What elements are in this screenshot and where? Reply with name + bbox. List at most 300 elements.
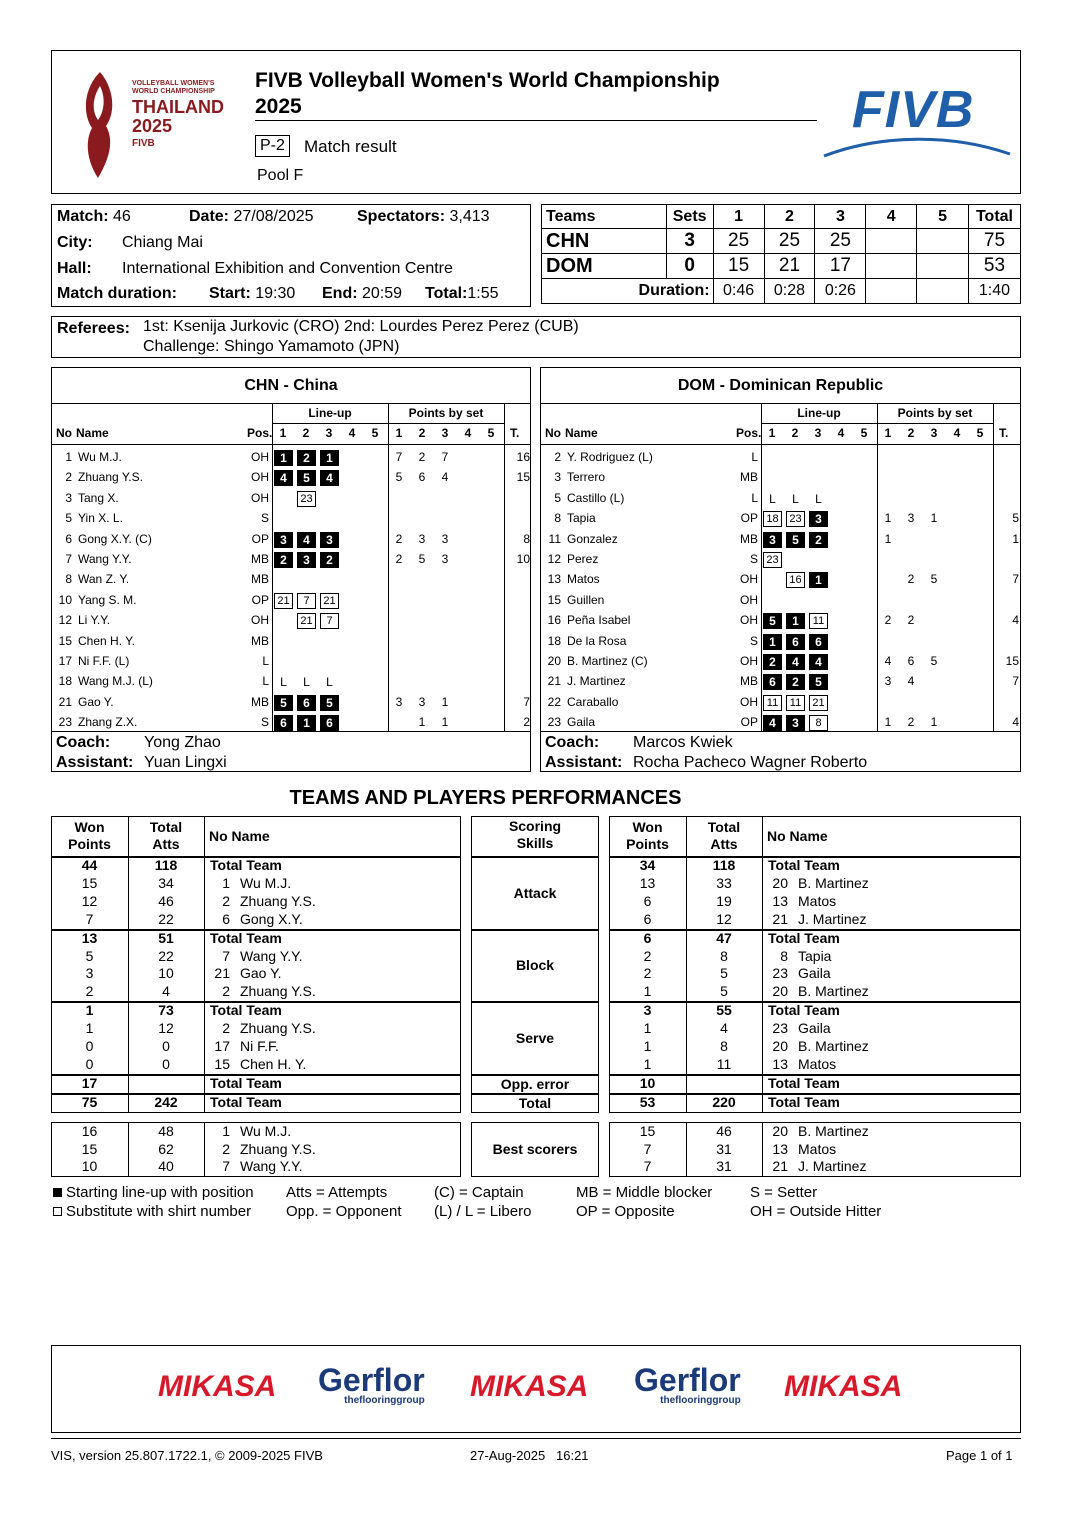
set-points: 3 — [418, 531, 426, 546]
points-set-header: 2 — [418, 426, 426, 440]
won-points: 1 — [643, 1020, 652, 1037]
total-atts: 40 — [158, 1158, 174, 1175]
substitute-number: 8 — [809, 715, 828, 731]
no-header: No — [545, 426, 561, 440]
player-row — [541, 632, 1020, 652]
no-name-header: No Name — [767, 828, 828, 844]
won-points: 2 — [643, 947, 652, 964]
starting-position: 1 — [763, 634, 782, 650]
skills-header: Scoring — [508, 818, 562, 834]
duration-set — [866, 279, 917, 304]
set-points: 4 — [907, 674, 915, 689]
won-points: 16 — [81, 1122, 98, 1139]
total-atts: 73 — [158, 1002, 174, 1019]
player-row — [52, 550, 530, 570]
logo-text-top: VOLLEYBALL WOMEN'S WORLD CHAMPIONSHIP — [132, 80, 215, 95]
legend-opp: Opp. = Opponent — [286, 1203, 402, 1220]
perf-col-divider — [204, 816, 205, 857]
sponsor-gerflor-2: Gerflor theflooringgroup — [634, 1362, 741, 1406]
player-position: L — [751, 450, 758, 464]
duration-set: 0:26 — [815, 279, 866, 304]
set-points: 4 — [884, 654, 892, 668]
set-points: 3 — [441, 531, 449, 546]
set-points: 6 — [418, 470, 426, 485]
player-number: 21 — [772, 1158, 788, 1175]
player-name: Total Team — [768, 929, 840, 946]
won-header: Won — [632, 819, 663, 835]
player-total: 8 — [523, 531, 530, 546]
player-number: 23 — [547, 715, 561, 730]
player-name: De la Rosa — [567, 633, 627, 648]
total-time: Total:1:55 — [425, 285, 499, 302]
player-name: Total Team — [210, 1074, 282, 1091]
player-name: Gaila — [798, 965, 831, 982]
substitute-number: 16 — [786, 572, 805, 588]
total-header: T. — [510, 426, 520, 440]
player-number: 15 — [547, 592, 561, 607]
logo-year: 2025 — [132, 116, 173, 136]
won-points: 6 — [643, 910, 652, 927]
player-number: 15 — [214, 1055, 230, 1072]
player-name: Wang Y.Y. — [240, 947, 303, 964]
starting-position: 6 — [320, 715, 339, 731]
end-time: End: 20:59 — [322, 285, 403, 302]
player-name: B. Martinez — [798, 1038, 869, 1054]
score-set: 25 — [815, 229, 866, 254]
player-total: 7 — [1012, 674, 1019, 689]
total-atts: 55 — [716, 1002, 732, 1019]
score-total: 53 — [968, 254, 1020, 279]
player-name: Terrero — [567, 470, 606, 485]
player-position: S — [260, 715, 269, 730]
set-points: 1 — [418, 715, 426, 730]
duration-set — [917, 279, 969, 304]
footer-printed: 27-Aug-2025 16:21 — [470, 1448, 589, 1463]
best-scorers-label: Best scorers — [492, 1140, 578, 1157]
starting-position: 1 — [320, 450, 339, 466]
lineup-set-header: 2 — [302, 426, 310, 440]
player-number: 1 — [65, 450, 72, 464]
title-rule — [255, 120, 817, 121]
no-name-header: No Name — [209, 828, 270, 844]
set-points: 3 — [418, 694, 426, 709]
player-total: 16 — [516, 450, 530, 464]
player-number: 3 — [554, 470, 561, 485]
col-divider — [504, 404, 505, 445]
player-number: 18 — [547, 633, 561, 648]
player-number: 8 — [65, 572, 72, 587]
skill-label: Serve — [515, 1030, 555, 1046]
legend-libero: (L) / L = Libero — [434, 1203, 532, 1220]
won-points: 1 — [85, 1020, 94, 1037]
player-name: Gong X.Y. (C) — [78, 531, 152, 546]
starting-position: 3 — [786, 715, 805, 731]
won-points: 15 — [639, 1122, 656, 1139]
player-position: L — [262, 654, 269, 668]
starting-position: 5 — [809, 674, 828, 690]
starting-position: 2 — [274, 552, 293, 568]
logo-thailand: THAILAND — [132, 97, 224, 117]
starting-position: 6 — [809, 634, 828, 650]
won-points: 3 — [85, 965, 94, 982]
total-atts: 5 — [720, 983, 728, 1000]
points-set-header: 3 — [930, 426, 938, 440]
starting-position: 3 — [763, 532, 782, 548]
sponsor-gerflor-1: Gerflor theflooringgroup — [318, 1362, 425, 1406]
player-number: 17 — [214, 1038, 230, 1054]
perf-col-divider — [204, 857, 205, 930]
player-number: 23 — [58, 715, 72, 730]
won-points: 53 — [639, 1093, 656, 1110]
won-points: 17 — [81, 1074, 98, 1091]
won-points: 15 — [81, 874, 98, 891]
hall-label: Hall: — [57, 260, 92, 277]
player-name: B. Martinez — [798, 1122, 869, 1139]
player-row — [52, 530, 530, 550]
player-row — [52, 509, 530, 529]
score-header-set2: 2 — [764, 205, 815, 229]
match-date: Date: 27/08/2025 — [189, 208, 314, 225]
player-name: Tapia — [567, 511, 596, 526]
player-number: 21 — [772, 910, 788, 927]
player-number: 15 — [58, 633, 72, 648]
player-number: 16 — [547, 613, 561, 628]
assistant-name: Rocha Pacheco Wagner Roberto — [633, 754, 868, 771]
score-set: 25 — [764, 229, 815, 254]
skill-label: Total — [518, 1094, 552, 1111]
player-number: 20 — [772, 1038, 788, 1054]
player-name: Wang M.J. (L) — [78, 674, 153, 689]
player-number: 20 — [772, 1122, 788, 1139]
sponsor-mikasa-2: MIKASA — [470, 1370, 589, 1403]
total-atts: 51 — [158, 929, 174, 946]
starting-position: 6 — [297, 695, 316, 711]
player-number: 12 — [547, 552, 561, 566]
total-atts: 31 — [716, 1140, 732, 1157]
libero-mark: L — [769, 491, 776, 506]
won-points: 1 — [643, 1038, 652, 1054]
player-number: 1 — [222, 1122, 230, 1139]
coach-label: Coach: — [56, 734, 111, 751]
player-name: Matos — [798, 892, 837, 909]
pool-label: Pool F — [257, 167, 304, 184]
skill-label: Attack — [513, 884, 557, 901]
player-name: Yin X. L. — [78, 511, 123, 526]
starting-position: 3 — [274, 532, 293, 548]
player-number: 5 — [65, 511, 72, 526]
player-number: 17 — [58, 654, 72, 668]
player-name: Ni F.F. (L) — [78, 654, 130, 668]
player-number: 20 — [772, 874, 788, 891]
won-points: 7 — [85, 910, 94, 927]
player-name: Zhuang Y.S. — [78, 470, 143, 485]
won-points: 13 — [81, 929, 98, 946]
total-atts: 19 — [716, 892, 732, 909]
set-points: 5 — [395, 470, 403, 485]
won-points: 44 — [81, 857, 98, 873]
won-points: 15 — [81, 1140, 98, 1157]
player-name: Wan Z. Y. — [78, 572, 130, 587]
score-header-set1: 1 — [713, 205, 764, 229]
referees-line2: Challenge: Shingo Yamamoto (JPN) — [143, 338, 400, 355]
score-table — [541, 204, 1021, 304]
perf-title: TEAMS AND PLAYERS PERFORMANCES — [289, 787, 682, 809]
player-row — [541, 652, 1020, 672]
footer-version: VIS, version 25.807.1722.1, © 2009-2025 FIVB — [51, 1448, 323, 1463]
lineup-set-header: 4 — [837, 426, 845, 440]
starting-position: 2 — [786, 674, 805, 690]
player-number: 5 — [554, 490, 561, 505]
total-atts: 34 — [158, 874, 174, 891]
player-name: Zhuang Y.S. — [240, 1140, 316, 1157]
score-header-teams: Teams — [542, 205, 667, 229]
substitute-number: 23 — [297, 491, 316, 507]
total-atts: 4 — [720, 1020, 728, 1037]
set-points: 1 — [930, 511, 938, 526]
won-points: 13 — [639, 874, 656, 891]
set-points: 1 — [930, 715, 938, 730]
perf-col-divider — [762, 857, 763, 930]
starting-position: 5 — [763, 613, 782, 629]
atts-header: Atts — [152, 836, 180, 852]
player-total: 10 — [516, 552, 530, 566]
player-number: 8 — [554, 511, 561, 526]
won-header: Won — [74, 819, 105, 835]
chn-staff — [52, 731, 530, 771]
score-sets: 0 — [666, 254, 713, 279]
total-atts: 22 — [158, 947, 174, 964]
won-points: 34 — [639, 857, 656, 873]
lineup-set-header: 5 — [371, 426, 379, 440]
player-name: J. Martinez — [567, 674, 626, 689]
score-row-chn — [542, 229, 1021, 254]
points-set-header: 1 — [395, 426, 403, 440]
lineup-set-header: 5 — [860, 426, 868, 440]
player-number: 7 — [222, 947, 230, 964]
total-atts: 31 — [716, 1158, 732, 1175]
player-total: 15 — [1005, 654, 1019, 668]
perf-col-divider — [762, 816, 763, 857]
won-points: 6 — [643, 929, 652, 946]
total-atts: 220 — [712, 1093, 736, 1110]
player-number: 21 — [58, 694, 72, 709]
starting-position: 5 — [320, 695, 339, 711]
player-position: MB — [251, 572, 269, 587]
player-number: 13 — [772, 1140, 788, 1157]
lineup-header: Line-up — [308, 406, 352, 420]
player-position: OP — [740, 715, 758, 730]
player-number: 11 — [548, 531, 561, 546]
lineup-set-header: 1 — [768, 426, 776, 440]
total-atts: 8 — [720, 1038, 728, 1054]
player-name: Zhang Z.X. — [78, 715, 138, 730]
score-set: 25 — [713, 229, 764, 254]
player-position: OH — [251, 613, 269, 628]
player-position: L — [262, 674, 269, 689]
score-set — [866, 254, 917, 279]
lineup-header: Line-up — [797, 406, 841, 420]
libero-mark: L — [815, 491, 822, 506]
won-points: 75 — [81, 1093, 98, 1110]
player-total: 4 — [1012, 613, 1019, 628]
points-header: Points by set — [408, 406, 484, 420]
score-sets: 3 — [666, 229, 713, 254]
won-points: 2 — [643, 965, 652, 982]
player-number: 6 — [65, 531, 72, 546]
duration-set: 0:28 — [764, 279, 815, 304]
perf-col-divider — [204, 1094, 205, 1113]
perf-col-divider — [762, 1075, 763, 1094]
perf-col-divider — [204, 930, 205, 1003]
starting-position: 4 — [786, 654, 805, 670]
coach-name: Yong Zhao — [144, 734, 221, 751]
player-row — [52, 652, 530, 672]
score-team: DOM — [542, 254, 667, 279]
player-position: OH — [740, 613, 758, 628]
legend-starting: Starting line-up with position — [53, 1184, 254, 1201]
won-points: 10 — [639, 1074, 656, 1091]
won-points: 0 — [85, 1055, 94, 1072]
libero-mark: L — [303, 675, 310, 690]
total-header: T. — [999, 426, 1009, 440]
dom-staff — [541, 731, 1020, 771]
doc-type: Match result — [304, 137, 397, 156]
player-number: 20 — [547, 654, 561, 668]
score-header-sets: Sets — [666, 205, 713, 229]
player-number: 7 — [65, 552, 72, 566]
starting-position: 1 — [274, 450, 293, 466]
skills-header: Skills — [516, 835, 554, 851]
player-number: 12 — [58, 613, 72, 628]
doc-code: P-2 — [255, 135, 290, 157]
player-name: Perez — [567, 552, 599, 566]
total-atts: 4 — [162, 983, 170, 1000]
footer-page: Page 1 of 1 — [946, 1448, 1013, 1463]
player-name: Matos — [567, 572, 600, 587]
won-points: 2 — [85, 983, 94, 1000]
player-row — [541, 591, 1020, 611]
score-team: CHN — [542, 229, 667, 254]
player-name: Tang X. — [78, 490, 119, 505]
player-row — [541, 693, 1020, 713]
player-name: Wang Y.Y. — [78, 552, 132, 566]
player-name: Tapia — [798, 947, 832, 964]
starting-position: 2 — [297, 450, 316, 466]
player-name: Ni F.F. — [240, 1038, 279, 1054]
duration-row-label: Duration: — [542, 279, 714, 304]
set-points: 4 — [441, 470, 449, 485]
substitute-square-icon — [53, 1207, 62, 1216]
player-number: 23 — [772, 1020, 788, 1037]
player-number: 7 — [222, 1158, 230, 1175]
player-row — [52, 489, 530, 509]
starting-position: 4 — [320, 470, 339, 486]
perf-col-divider — [128, 1075, 129, 1094]
lineup-set-header: 3 — [814, 426, 822, 440]
starting-position: 5 — [274, 695, 293, 711]
fivb-logo: FIVB — [822, 82, 1012, 162]
points-set-header: 5 — [976, 426, 984, 440]
player-name: J. Martinez — [798, 910, 867, 927]
player-name: Wu M.J. — [78, 450, 122, 464]
no-header: No — [56, 426, 72, 440]
legend-oh: OH = Outside Hitter — [750, 1203, 882, 1220]
substitute-number: 23 — [763, 552, 782, 568]
player-position: OP — [251, 531, 269, 546]
legend-op: OP = Opposite — [576, 1203, 675, 1220]
set-points: 2 — [884, 613, 892, 628]
player-position: OH — [740, 654, 758, 668]
points-header: Points by set — [897, 406, 973, 420]
legend-captain: (C) = Captain — [434, 1184, 524, 1201]
player-total: 7 — [1012, 572, 1019, 587]
won-points: 1 — [643, 1055, 652, 1072]
atts-header: Atts — [710, 836, 738, 852]
perf-col-divider — [762, 930, 763, 1003]
substitute-number: 21 — [320, 593, 339, 609]
player-position: S — [260, 511, 269, 526]
set-points: 3 — [395, 694, 403, 709]
player-position: S — [749, 552, 758, 566]
player-position: OH — [740, 572, 758, 587]
player-number: 23 — [772, 965, 788, 982]
player-position: OP — [251, 592, 269, 607]
player-total: 15 — [516, 470, 530, 485]
lineup-set-header: 3 — [325, 426, 333, 440]
player-number: 21 — [547, 674, 561, 689]
player-name: Guillen — [567, 592, 605, 607]
assistant-name: Yuan Lingxi — [144, 754, 227, 771]
player-position: MB — [740, 531, 758, 546]
sponsor-mikasa-1: MIKASA — [158, 1370, 277, 1403]
set-points: 1 — [884, 531, 892, 546]
score-header-set4: 4 — [866, 205, 917, 229]
player-name: Gaila — [798, 1020, 831, 1037]
score-header-set3: 3 — [815, 205, 866, 229]
player-name: Total Team — [210, 929, 282, 946]
assistant-label: Assistant: — [56, 754, 134, 771]
points-set-header: 4 — [464, 426, 472, 440]
player-name: Total Team — [768, 1093, 840, 1110]
total-atts: 33 — [716, 874, 732, 891]
won-points: 7 — [643, 1140, 652, 1157]
player-number: 2 — [222, 983, 230, 1000]
points-set-header: 2 — [907, 426, 915, 440]
substitute-number: 11 — [809, 613, 828, 629]
points-set-header: 3 — [441, 426, 449, 440]
player-name: Gonzalez — [567, 531, 618, 546]
pos-header: Pos. — [736, 426, 762, 440]
player-number: 2 — [65, 470, 72, 485]
subheader-rule — [761, 423, 993, 424]
match-number: Match: 46 — [57, 208, 131, 225]
player-position: OH — [251, 470, 269, 485]
set-points: 2 — [395, 531, 403, 546]
set-points: 2 — [395, 552, 403, 566]
score-set: 15 — [713, 254, 764, 279]
coach-label: Coach: — [545, 734, 600, 751]
player-name: Li Y.Y. — [78, 613, 111, 628]
player-number: 10 — [58, 592, 72, 607]
won-points: 10 — [81, 1158, 98, 1175]
player-row — [52, 693, 530, 713]
player-name: Gao Y. — [78, 694, 114, 709]
player-position: OH — [251, 490, 269, 505]
duration-total: 1:40 — [968, 279, 1020, 304]
points-set-header: 5 — [487, 426, 495, 440]
score-set — [917, 229, 969, 254]
won-header: Points — [68, 836, 111, 852]
